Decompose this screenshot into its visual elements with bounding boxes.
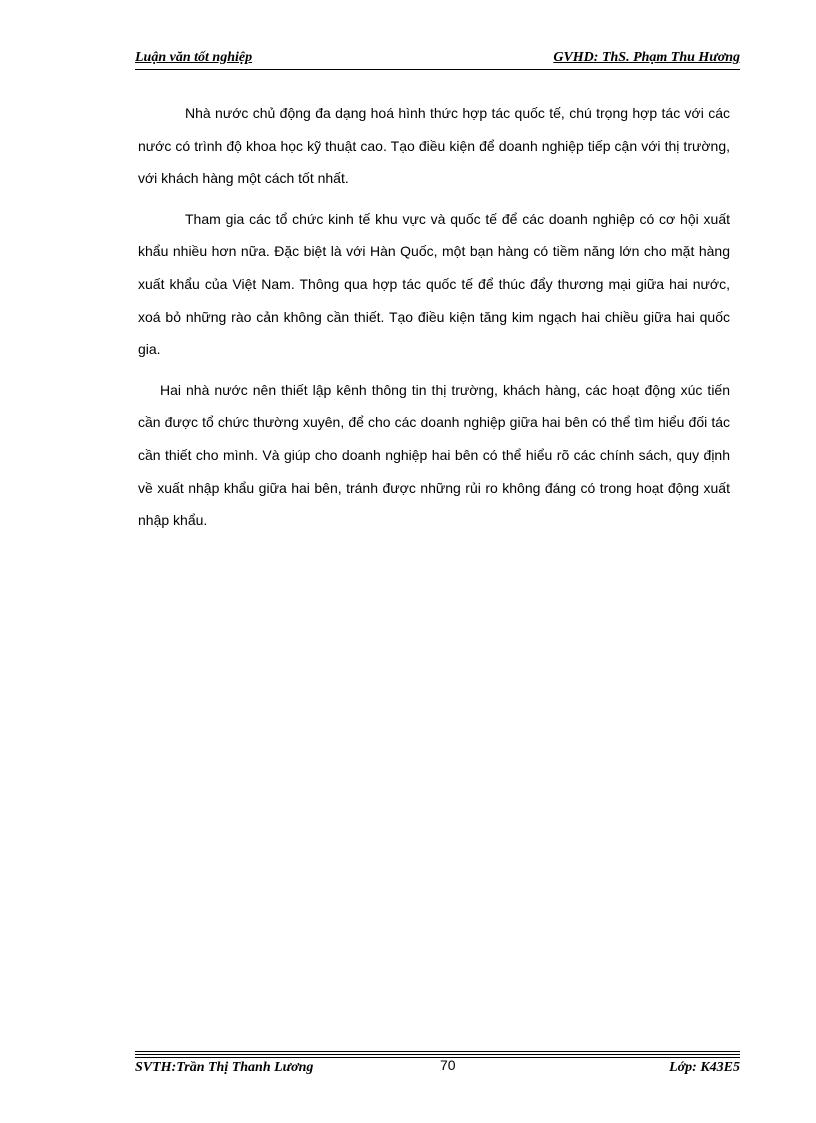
body-text xyxy=(138,97,730,545)
student-name: SVTH:Trần Thị Thanh Lương xyxy=(135,1060,314,1075)
advisor-name: GVHD: ThS. Phạm Thu Hương xyxy=(553,50,740,65)
footer-divider xyxy=(135,1051,740,1052)
paragraph-2: Tham gia các tổ chức kinh tế khu vực và quốc tế để các doanh nghiệp có cơ hội xuất khẩu nhiều hơn nữa. Đặc biệt là với Hàn Quốc, một bạn hàng có tiềm năng lớn cho mặt hàng xuất khẩu của Việt Nam. Thông qua hợp tác quốc tế để thúc đẩy thương mại giữa hai nước, xoá bỏ những rào cản không cần thiết. Tạo điều kiện tăng kim ngạch hai chiều giữa hai quốc gia. xyxy=(138,210,730,358)
paragraph-3: Hai nhà nước nên thiết lập kênh thông tin thị trường, khách hàng, các hoạt động xúc tiến cần được tổ chức thường xuyên, để cho các doanh nghiệp giữa hai bên có thể tìm hiểu đối tác cần thiết cho mình. Và giúp cho doanh nghiệp hai bên có thể hiểu rõ các chính sách, quy định về xuất nhập khẩu giữa hai bên, tránh được những rủi ro không đáng có trong hoạt động xuất nhập khẩu. xyxy=(138,381,730,529)
paragraph-1: Nhà nước chủ động đa dạng hoá hình thức hợp tác quốc tế, chú trọng hợp tác với các nước có trình độ khoa học kỹ thuật cao. Tạo điều kiện để doanh nghiệp tiếp cận với thị trường, với khách hàng một cách tốt nhất. xyxy=(138,105,730,187)
page-footer xyxy=(135,1057,740,1079)
class-code: Lớp: K43E5 xyxy=(669,1060,740,1075)
thesis-title: Luận văn tốt nghiệp xyxy=(135,50,253,65)
header-divider xyxy=(135,69,740,70)
footer-divider xyxy=(135,1054,740,1055)
page-number: 70 xyxy=(440,1057,456,1073)
page-header xyxy=(135,50,740,70)
